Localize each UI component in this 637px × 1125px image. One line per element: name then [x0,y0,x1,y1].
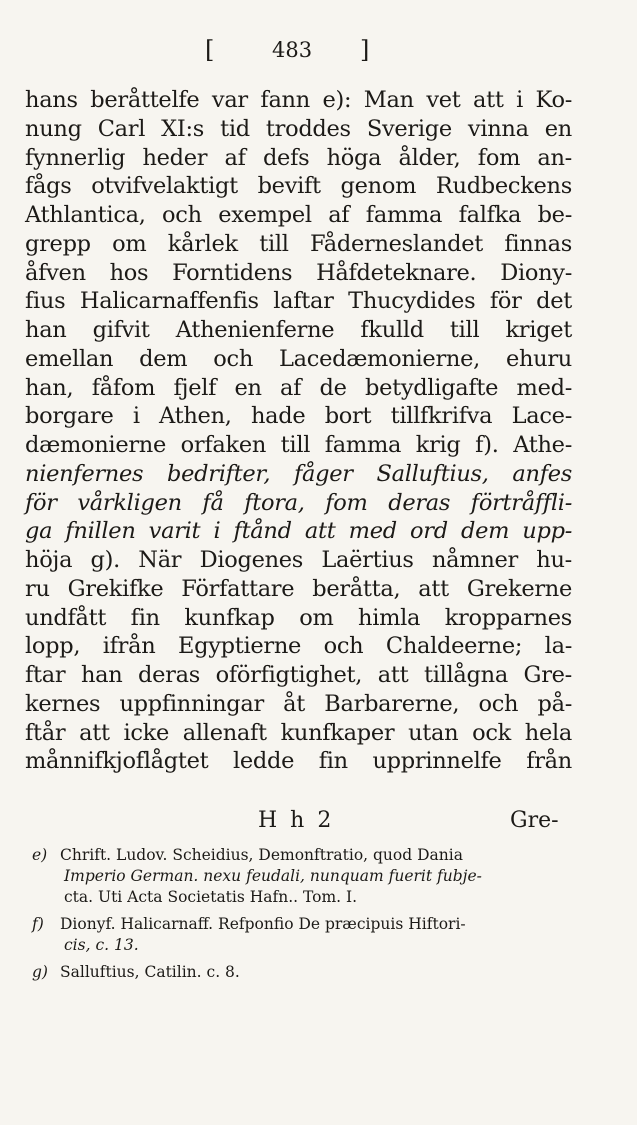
page-number: 483 [272,38,313,62]
body-line: ru Grekifke Författare beråtta, att Grekerne [25,575,572,602]
body-line: lopp, ifrån Egyptierne och Chaldeerne; la- [25,633,572,660]
body-line: ftår att icke allenaft kunfkaper utan ock hela [25,719,572,746]
body-line: grepp om kårlek till Fåderneslandet finnas [25,230,572,257]
body-line: dæmonierne orfaken till famma krig f). Athe- [25,432,572,458]
body-line: emellan dem och Lacedæmonierne, ehuru [25,345,572,372]
footnote [32,914,572,956]
body-line: månnifkjoflågtet ledde fin upprinnelfe från [25,748,572,775]
body-line: fius Halicarnaffenfis laftar Thucydides för det [25,288,572,315]
catchword: Gre- [510,808,559,833]
header-bracket-left: [ [205,36,215,64]
body-line: nung Carl XI:s tid troddes Sverige vinna en [25,115,572,142]
body-line: han gifvit Athenienferne fkulld till kriget [25,317,572,343]
body-line: undfått fin kunfkap om himla kropparnes [25,604,572,631]
body-line: kernes uppfinningar åt Barbarerne, och på- [25,690,572,717]
body-text [25,86,572,776]
footnote [32,962,572,983]
body-line: Athlantica, och exempel af famma falfka be- [25,202,572,228]
body-line: åfven hos Forntidens Håfdeteknare. Diony- [25,259,572,286]
footnote-mark: f) [32,915,44,933]
body-line: borgare i Athen, hade bort tillfkrifva Lace- [25,403,572,430]
body-line: höja g). När Diogenes Laërtius nåmner hu- [25,547,572,573]
footnote-line: cis, c. 13. [64,936,139,954]
body-line: för vårkligen få ftora, fom deras förtråffli- [25,489,572,516]
footnote-line: Chrift. Ludov. Scheidius, Demonftratio, quod Dania [60,846,463,864]
footnote-line: cta. Uti Acta Societatis Hafn.. Tom. I. [64,888,358,906]
footnotes [32,845,572,989]
body-line: nienfernes bedrifter, fåger Salluftius, anfes [25,460,572,487]
body-line: fynnerlig heder af defs höga ålder, fom an- [25,144,572,171]
body-line: ga fnillen varit i ftånd att med ord dem upp- [25,518,572,545]
body-line: ftar han deras oförfigtighet, att tillågna Gre- [25,662,572,688]
page-header [0,36,637,70]
footnote-mark: g) [32,963,48,981]
footnote-line: Dionyf. Halicarnaff. Refponfio De præcipuis Hiftori- [60,915,466,933]
footnote-line: Imperio German. nexu feudali, nunquam fuerit fubje- [64,867,482,885]
body-line: hans beråttelfe var fann e): Man vet att i Ko- [25,87,572,113]
body-line: han, fåfom fjelf en af de betydligafte med- [25,374,572,401]
footnote-line: Salluftius, Catilin. c. 8. [60,963,240,981]
signature-mark: H h 2 [258,808,335,833]
body-line: fågs otvifvelaktigt bevift genom Rudbeckens [25,173,572,200]
signature-line [0,808,637,838]
header-bracket-right: ] [360,36,370,64]
footnote-mark: e) [32,846,48,864]
footnote [32,845,572,908]
